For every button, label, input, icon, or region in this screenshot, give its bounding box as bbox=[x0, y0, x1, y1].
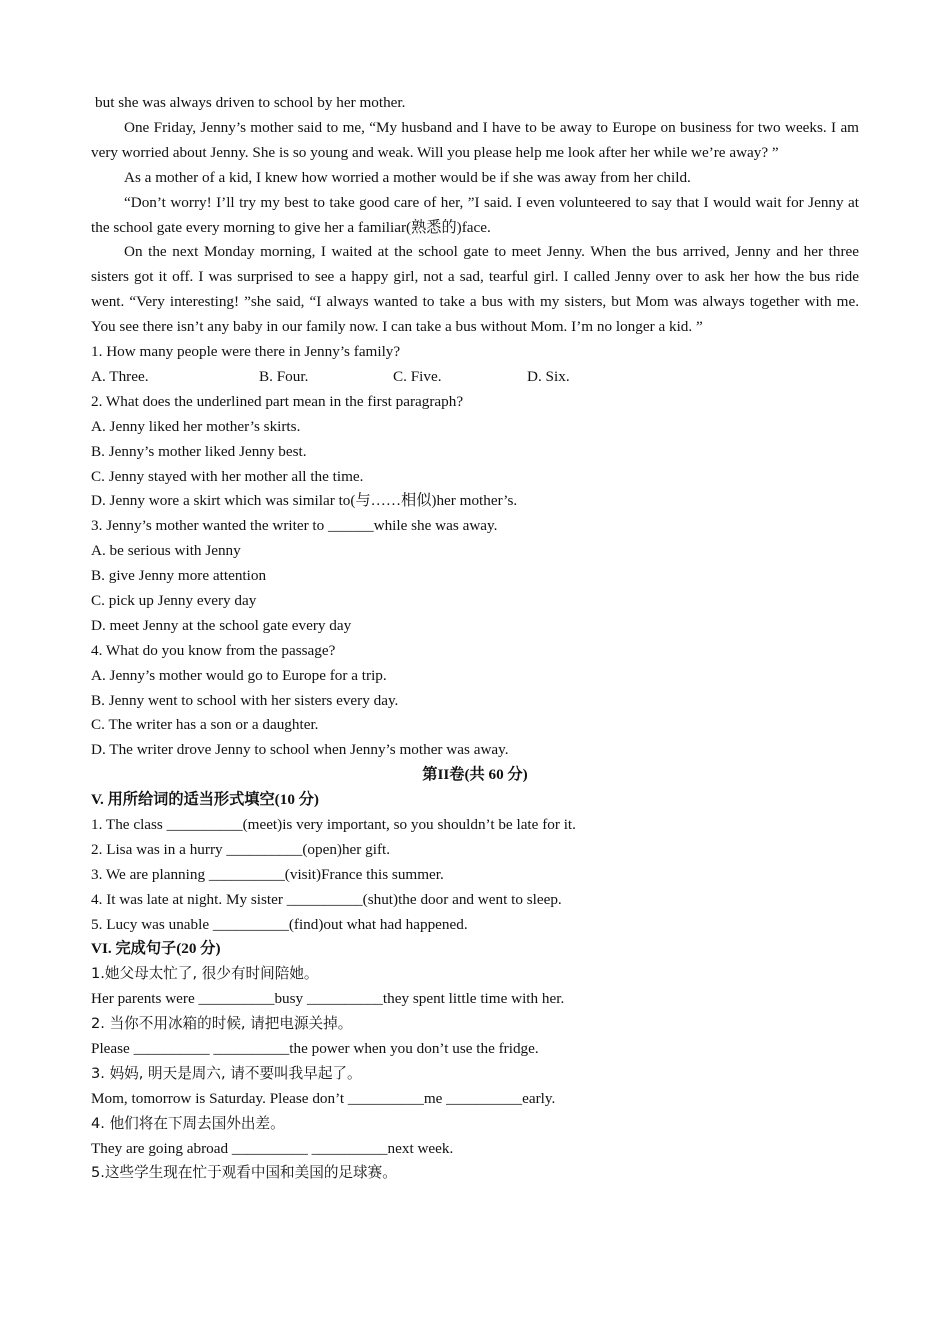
option-b: B. Four. bbox=[259, 367, 309, 385]
section-5-title: V. 用所给词的适当形式填空(10 分) bbox=[91, 791, 319, 809]
option-b: B. Jenny’s mother liked Jenny best. bbox=[91, 442, 307, 460]
fill-blank-item-4: 4. It was late at night. My sister __________(shut)the door and went to sleep. bbox=[91, 890, 562, 908]
question-1-options bbox=[91, 365, 859, 390]
translation-item-4-chinese: 4. 他们将在下周去国外出差。 bbox=[91, 1114, 285, 1132]
translation-item-2-english: Please __________ __________the power when you don’t use the fridge. bbox=[91, 1039, 539, 1057]
passage-paragraph-4: On the next Monday morning, I waited at the school gate to meet Jenny. When the bus arrived, Jenny and her three sisters got it off. I was surprised to see a happy girl, not a sad, tearful girl. I called Jenny over to ask her how the bus ride went. “Very interesting! ”she said, “I always wanted to take a bus with my sisters, but Mom was always together with me. You see there isn’t any baby in our family now. I can take a bus without Mom. I’m no longer a kid. ” bbox=[91, 243, 859, 336]
translation-item-4-english: They are going abroad __________ __________next week. bbox=[91, 1139, 454, 1157]
part-2-title: 第II卷(共 60 分) bbox=[422, 766, 528, 784]
option-b: B. Jenny went to school with her sisters every day. bbox=[91, 691, 399, 709]
translation-item-1-english: Her parents were __________busy __________they spent little time with her. bbox=[91, 990, 565, 1008]
translation-item-5-chinese: 5.这些学生现在忙于观看中国和美国的足球赛。 bbox=[91, 1164, 397, 1182]
translation-item-1-chinese: 1.她父母太忙了, 很少有时间陪她。 bbox=[91, 965, 319, 983]
passage-paragraph-2: As a mother of a kid, I knew how worried a mother would be if she was away from her child. bbox=[124, 168, 691, 186]
fill-blank-item-3: 3. We are planning __________(visit)France this summer. bbox=[91, 865, 444, 883]
translation-item-2-chinese: 2. 当你不用冰箱的时候, 请把电源关掉。 bbox=[91, 1015, 353, 1033]
option-a: A. Jenny liked her mother’s skirts. bbox=[91, 417, 301, 435]
question-4-stem: 4. What do you know from the passage? bbox=[91, 641, 336, 659]
translation-item-3-chinese: 3. 妈妈, 明天是周六, 请不要叫我早起了。 bbox=[91, 1064, 362, 1082]
fill-blank-item-1: 1. The class __________(meet)is very important, so you shouldn’t be late for it. bbox=[91, 815, 576, 833]
option-c: C. The writer has a son or a daughter. bbox=[91, 716, 319, 734]
option-d: D. Six. bbox=[527, 367, 570, 385]
option-a: A. Jenny’s mother would go to Europe for a trip. bbox=[91, 666, 387, 684]
option-d: D. Jenny wore a skirt which was similar to(与……相似)her mother’s. bbox=[91, 492, 518, 510]
passage-paragraph-tail: but she was always driven to school by her mother. bbox=[95, 94, 406, 111]
option-b: B. give Jenny more attention bbox=[91, 567, 267, 585]
option-d: D. meet Jenny at the school gate every day bbox=[91, 616, 352, 634]
fill-blank-item-5: 5. Lucy was unable __________(find)out what had happened. bbox=[91, 915, 468, 933]
option-c: C. pick up Jenny every day bbox=[91, 591, 257, 609]
section-6-title: VI. 完成句子(20 分) bbox=[91, 940, 221, 958]
document-page bbox=[91, 91, 859, 1186]
option-d: D. The writer drove Jenny to school when Jenny’s mother was away. bbox=[91, 741, 509, 759]
translation-item-3-english: Mom, tomorrow is Saturday. Please don’t __________me __________early. bbox=[91, 1089, 556, 1107]
question-2-stem: 2. What does the underlined part mean in the first paragraph? bbox=[91, 392, 464, 410]
option-c: C. Jenny stayed with her mother all the time. bbox=[91, 467, 364, 485]
question-3-stem: 3. Jenny’s mother wanted the writer to ______while she was away. bbox=[91, 517, 498, 535]
option-a: A. be serious with Jenny bbox=[91, 542, 241, 560]
option-a: A. Three. bbox=[91, 367, 149, 385]
question-1-stem: 1. How many people were there in Jenny’s family? bbox=[91, 343, 401, 361]
option-c: C. Five. bbox=[393, 367, 442, 385]
passage-paragraph-1: One Friday, Jenny’s mother said to me, “My husband and I have to be away to Europe on business for two weeks. I am very worried about Jenny. She is so young and weak. Will you please help me look after her while we’re away? ” bbox=[91, 118, 859, 161]
passage-paragraph-3: “Don’t worry! I’ll try my best to take good care of her, ”I said. I even volunteered to say that I would wait for Jenny at the school gate every morning to give her a familiar(熟悉的)face. bbox=[91, 193, 859, 236]
fill-blank-item-2: 2. Lisa was in a hurry __________(open)her gift. bbox=[91, 840, 391, 858]
